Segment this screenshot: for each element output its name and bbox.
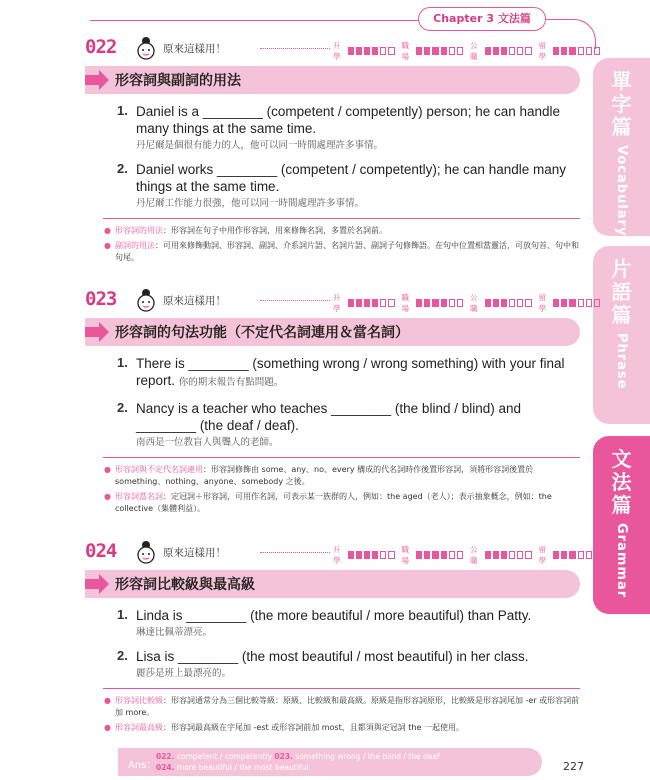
- level-label: 升學: [333, 293, 341, 313]
- question-text-en: There is ________ (something wrong / wrong something) with your final report.: [136, 356, 565, 388]
- level-box: [388, 551, 394, 559]
- note-keyword: 形容詞比較級: [115, 696, 163, 705]
- girl-face-icon: [135, 288, 157, 314]
- tab-grammar-en: Grammar: [614, 523, 629, 599]
- level-box: [432, 47, 438, 55]
- level-box: [586, 551, 592, 559]
- divider: [103, 457, 580, 458]
- section-title-bar: [85, 318, 580, 346]
- level-box: [509, 551, 515, 559]
- note-keyword: 形容詞當名詞: [115, 492, 163, 501]
- level-box: [388, 47, 394, 55]
- question-number: 1.: [117, 103, 128, 118]
- tab-phrase[interactable]: [593, 246, 650, 424]
- level-3: [539, 292, 601, 314]
- level-label: 職場: [401, 293, 409, 313]
- girl-face-icon: [135, 540, 157, 566]
- level-box: [485, 299, 491, 307]
- question-text: Daniel is a ________ (competent / competently) person; he can handle many things at the same time.: [136, 104, 561, 136]
- question-translation: 丹尼爾是個很有能力的人，他可以同一時間處理許多事情。: [136, 140, 384, 151]
- level-box: [493, 551, 499, 559]
- level-box: [372, 551, 378, 559]
- level-box: [509, 299, 515, 307]
- level-box: [509, 47, 515, 55]
- level-label: 職場: [401, 41, 409, 61]
- question-translation: 丹尼爾工作能力很強，他可以同一時間處理許多事情。: [136, 198, 365, 209]
- level-label: 留學: [538, 545, 546, 565]
- section-intro: 原來這樣用！: [163, 43, 226, 55]
- tab-grammar[interactable]: [593, 436, 650, 614]
- answer-label: Ans：: [128, 760, 157, 771]
- level-box: [594, 47, 600, 55]
- note-1: ● 形容詞與不定代名詞連用：形容詞修飾由 some、any、no、every 構成的代名詞時作後置形容詞，須將形容詞後置於 something、nothing、anyone、somebody 之後。: [104, 465, 534, 486]
- level-box: [348, 47, 354, 55]
- question-2: [85, 400, 580, 449]
- level-box: [432, 299, 438, 307]
- dotted-leader: [260, 552, 330, 553]
- dotted-leader: [260, 48, 330, 49]
- note-text: ：形容詞最高級在字尾加 -est 或形容詞前加 most，且都須與定冠詞 the 一起使用。: [163, 723, 464, 732]
- level-box: [356, 551, 362, 559]
- level-box: [594, 299, 600, 307]
- note-keyword: 形容詞最高級: [115, 723, 163, 732]
- question-1: [85, 355, 580, 391]
- section-title: 形容詞與副詞的用法: [115, 73, 241, 89]
- level-box: [525, 551, 531, 559]
- note-2: ● 形容詞當名詞：定冠詞＋形容詞，可用作名詞，可表示某一族群的人，例如：the aged（老人）；表示抽象概念，例如：the collective（集體利益）。: [104, 492, 552, 513]
- note-text: ：形容詞在句子中用作形容詞，用來修飾名詞，多置於名詞前。: [163, 226, 387, 235]
- level-box: [432, 551, 438, 559]
- level-0: [333, 544, 395, 566]
- tab-phrase-en: Phrase: [614, 333, 629, 390]
- note-text: ：形容詞修飾由 some、any、no、every 構成的代名詞時作後置形容詞，須將形容詞後置於 something、nothing、anyone、somebody 之後。: [115, 465, 534, 486]
- level-box: [424, 299, 430, 307]
- level-2: [470, 544, 532, 566]
- level-box: [348, 551, 354, 559]
- level-box: [578, 47, 584, 55]
- level-box: [525, 299, 531, 307]
- level-box: [380, 551, 386, 559]
- level-box: [569, 47, 575, 55]
- note-1: ● 形容詞的用法：形容詞在句子中用作形容詞，用來修飾名詞，多置於名詞前。: [104, 226, 387, 235]
- level-box: [578, 551, 584, 559]
- level-box: [356, 299, 362, 307]
- note-text: ：定冠詞＋形容詞，可用作名詞，可表示某一族群的人，例如：the aged（老人）；表示抽象概念，例如：the collective（集體利益）。: [115, 492, 552, 513]
- level-box: [356, 47, 362, 55]
- section-022: [85, 36, 580, 264]
- chapter-label: Chapter 3 文法篇: [418, 7, 546, 31]
- note-keyword: 副詞的用法: [115, 241, 155, 250]
- tab-phrase-zh: 片語篇: [611, 257, 632, 327]
- question-number: 2.: [117, 648, 128, 663]
- question-text: Daniel works ________ (competent / competently); he can handle many things at the same time.: [136, 162, 566, 194]
- level-box: [485, 551, 491, 559]
- answer-id: 023.: [274, 752, 293, 761]
- note-keyword: 形容詞的用法: [115, 226, 163, 235]
- level-box: [416, 551, 422, 559]
- level-box: [501, 551, 507, 559]
- level-box: [594, 551, 600, 559]
- note-text: ：可用來修飾動詞、形容詞、副詞、介系詞片語、名詞片語、副詞子句修飾語。在句中位置相當靈活，可放句首、句中和句尾。: [115, 241, 579, 262]
- section-title: 形容詞比較級與最高級: [115, 577, 255, 593]
- level-box: [416, 47, 422, 55]
- answer-line-1: [156, 752, 440, 761]
- level-box: [364, 551, 370, 559]
- section-023: [85, 288, 580, 515]
- question-1: [85, 607, 580, 639]
- level-box: [525, 47, 531, 55]
- level-2: [470, 40, 532, 62]
- level-box: [517, 551, 523, 559]
- level-indicators: [333, 40, 600, 62]
- question-number: 1.: [117, 607, 128, 622]
- level-box: [553, 47, 559, 55]
- question-number: 2.: [117, 400, 128, 415]
- note-text: ：形容詞通常分為三個比較等級：原級、比較級和最高級。原級是指形容詞原形，比較級是形容詞尾加 -er 或形容詞前加 more。: [115, 696, 580, 717]
- question-translation: 琳達比佩蒂漂亮。: [136, 627, 213, 638]
- arrow-right-icon: [85, 75, 99, 85]
- question-text: Linda is ________ (the more beautiful / more beautiful) than Patty.: [136, 608, 532, 623]
- section-number: 022: [85, 36, 117, 58]
- note-keyword: 形容詞與不定代名詞連用: [115, 465, 203, 474]
- level-0: [333, 40, 395, 62]
- header-rule: [90, 20, 420, 21]
- question-number: 1.: [117, 355, 128, 370]
- section-number: 024: [85, 540, 117, 562]
- level-box: [457, 47, 463, 55]
- answer-text: competent / competently: [176, 752, 273, 761]
- level-2: [470, 292, 532, 314]
- tab-vocabulary[interactable]: [593, 58, 650, 236]
- level-box: [449, 299, 455, 307]
- level-indicators: [333, 544, 600, 566]
- level-box: [501, 299, 507, 307]
- tab-vocabulary-zh: 單字篇: [611, 69, 632, 139]
- question-text: Lisa is ________ (the most beautiful / most beautiful) in her class.: [136, 649, 529, 664]
- level-box: [424, 47, 430, 55]
- level-box: [553, 299, 559, 307]
- level-box: [561, 551, 567, 559]
- level-label: 留學: [538, 293, 546, 313]
- level-indicators: [333, 292, 600, 314]
- level-box: [441, 299, 447, 307]
- section-title: 形容詞的句法功能（不定代名詞連用＆當名詞）: [115, 325, 409, 341]
- page-number: 227: [563, 760, 584, 773]
- level-box: [485, 47, 491, 55]
- dotted-leader: [260, 300, 330, 301]
- level-box: [578, 299, 584, 307]
- question-1: [85, 103, 580, 152]
- section-024: [85, 540, 580, 734]
- level-label: 職場: [401, 545, 409, 565]
- arrow-right-icon: [85, 327, 99, 337]
- level-box: [517, 47, 523, 55]
- level-box: [493, 47, 499, 55]
- answer-text: more beautiful / the most beautiful: [176, 763, 309, 772]
- arrow-right-icon: [85, 579, 99, 589]
- level-box: [364, 47, 370, 55]
- note-2: ● 形容詞最高級：形容詞最高級在字尾加 -est 或形容詞前加 most，且都須與定冠詞 the 一起使用。: [104, 723, 464, 732]
- section-number: 023: [85, 288, 117, 310]
- note-2: ● 副詞的用法：可用來修飾動詞、形容詞、副詞、介系詞片語、名詞片語、副詞子句修飾語。在句中位置相當靈活，可放句首、句中和句尾。: [104, 241, 579, 262]
- answer-id: 024.: [156, 763, 175, 772]
- level-box: [586, 47, 592, 55]
- level-box: [561, 299, 567, 307]
- level-box: [493, 299, 499, 307]
- level-label: 升學: [333, 41, 341, 61]
- note-1: ● 形容詞比較級：形容詞通常分為三個比較等級：原級、比較級和最高級。原級是指形容詞原形，比較級是形容詞尾加 -er 或形容詞前加 more。: [104, 696, 580, 717]
- section-intro: 原來這樣用！: [163, 547, 226, 559]
- level-box: [449, 551, 455, 559]
- level-box: [372, 299, 378, 307]
- answer-text: something wrong / the blind / the deaf: [295, 752, 440, 761]
- question-2: [85, 161, 580, 210]
- question-text: [118, 355, 580, 391]
- answer-id: 022.: [156, 752, 175, 761]
- level-1: [402, 292, 464, 314]
- level-1: [402, 544, 464, 566]
- level-box: [380, 47, 386, 55]
- question-text: Nancy is a teacher who teaches ________ (the blind / blind) and ________ (the deaf / deaf).: [136, 401, 522, 433]
- tab-vocabulary-en: Vocabulary: [614, 145, 629, 237]
- question-translation: 你的期末報告有點問題。: [178, 377, 284, 388]
- level-box: [424, 551, 430, 559]
- level-box: [553, 551, 559, 559]
- question-number: 2.: [117, 161, 128, 176]
- section-title-bar: [85, 66, 580, 94]
- level-box: [586, 299, 592, 307]
- level-box: [364, 299, 370, 307]
- level-label: 留學: [538, 41, 546, 61]
- tab-grammar-zh: 文法篇: [611, 447, 632, 517]
- level-box: [569, 299, 575, 307]
- section-intro: 原來這樣用！: [163, 295, 226, 307]
- level-label: 公職: [470, 41, 478, 61]
- level-label: 公職: [470, 293, 478, 313]
- divider: [103, 688, 580, 689]
- level-3: [539, 40, 601, 62]
- level-3: [539, 544, 601, 566]
- section-title-bar: [85, 570, 580, 598]
- question-translation: 麗莎是班上最漂亮的。: [136, 668, 232, 679]
- level-box: [517, 299, 523, 307]
- level-box: [501, 47, 507, 55]
- answer-bar: [118, 748, 542, 776]
- level-box: [388, 299, 394, 307]
- level-box: [416, 299, 422, 307]
- level-label: 升學: [333, 545, 341, 565]
- level-box: [372, 47, 378, 55]
- level-box: [380, 299, 386, 307]
- level-box: [561, 47, 567, 55]
- level-box: [449, 47, 455, 55]
- level-box: [457, 551, 463, 559]
- level-1: [402, 40, 464, 62]
- girl-face-icon: [135, 36, 157, 62]
- level-box: [569, 551, 575, 559]
- question-2: [85, 648, 580, 680]
- level-0: [333, 292, 395, 314]
- question-translation: 南西是一位教盲人與聾人的老師。: [136, 437, 279, 448]
- level-box: [441, 551, 447, 559]
- answer-line-2: [156, 763, 308, 772]
- divider: [103, 218, 580, 219]
- level-box: [441, 47, 447, 55]
- level-box: [457, 299, 463, 307]
- level-label: 公職: [470, 545, 478, 565]
- level-box: [348, 299, 354, 307]
